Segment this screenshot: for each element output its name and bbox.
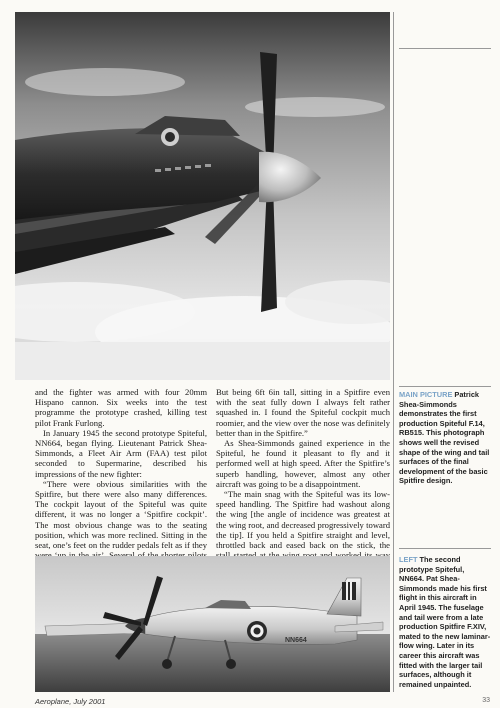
article-column-2 xyxy=(216,387,390,571)
paragraph: But being 6ft 6in tall, sitting in a Spitfire even with the seat fully down I always felt rather squashed in. I found the Spiteful cockpit much roomier, and the view over the nose was definitely better than in the Spitfire.” xyxy=(216,387,390,438)
paragraph: “There were obvious similarities with the Spitfire, but there were also many differences. The cockpit layout of the Spiteful was quite different, it was no longer a ‘Spitfire cockpit’. The most obvious change was to the seating position, which was more reclined. Sitting in the seat, one’s feet on the rudder pedals felt as if they xyxy=(35,478,207,551)
caption-left-picture xyxy=(399,555,491,689)
article-column-1 xyxy=(35,387,207,571)
paragraph: In January 1945 the second prototype Spiteful, NN664, began flying. Lieutenant Patrick Shea-Simmonds, a Fleet Air Arm (FAA) test pilot seconded to Supermarine, described his impressions of the new fighter: xyxy=(35,427,207,479)
paragraph: “The main snag with the Spiteful was its low-speed handling. The Spitfire had washout along the wing [the angle of incidence was greatest at the wing root, and decreased progressively toward the tip]. If you held a Spitfire straight and level, throttled back and eased back on the stick, the xyxy=(216,489,390,551)
page-number: 33 xyxy=(482,697,490,704)
spiteful-main-illustration xyxy=(15,12,390,380)
sidebar-divider xyxy=(393,12,394,692)
caption-kicker: LEFT xyxy=(399,555,418,564)
paragraph: and the fighter was armed with four 20mm Hispano cannon. Six weeks into the test programme the prototype crashed, killing test pilot Frank Furlong. xyxy=(35,387,207,428)
spiteful-nn664-illustration xyxy=(35,556,390,692)
caption-text: The second prototype Spiteful, NN664. Pat Shea-Simmonds made his first flight in this aircraft in April 1945. The fuselage and tail were from a late production Spitfire F.XIV, mated to the new laminar-flow wing. Later in its career this aircraft was fitted with the larger tail surfaces, although it remained unpainted. xyxy=(399,555,491,689)
main-photo xyxy=(15,12,390,380)
sidebar-rule xyxy=(399,48,491,49)
paragraph: As Shea-Simmonds gained experience in the Spiteful, he found it pleasant to fly and it performed well at high speed. After the Spitfire’s superb handling, however, almost any other aircraft was going to be a disappointment. xyxy=(216,438,390,489)
sidebar-rule xyxy=(399,548,491,549)
caption-kicker: MAIN PICTURE xyxy=(399,390,453,399)
footer-source: Aeroplane, July 2001 xyxy=(35,697,106,706)
second-prototype-photo xyxy=(35,556,390,692)
sidebar-rule xyxy=(399,386,491,387)
aircraft-serial: NN664 xyxy=(285,637,307,644)
caption-main-picture xyxy=(399,390,491,486)
caption-text: Patrick Shea-Simmonds demonstrates the first production Spiteful F.14, RB515. This photograph shows well the revised shape of the wing and tail surfaces of the final development of the basic Spitfire design. xyxy=(399,390,490,486)
